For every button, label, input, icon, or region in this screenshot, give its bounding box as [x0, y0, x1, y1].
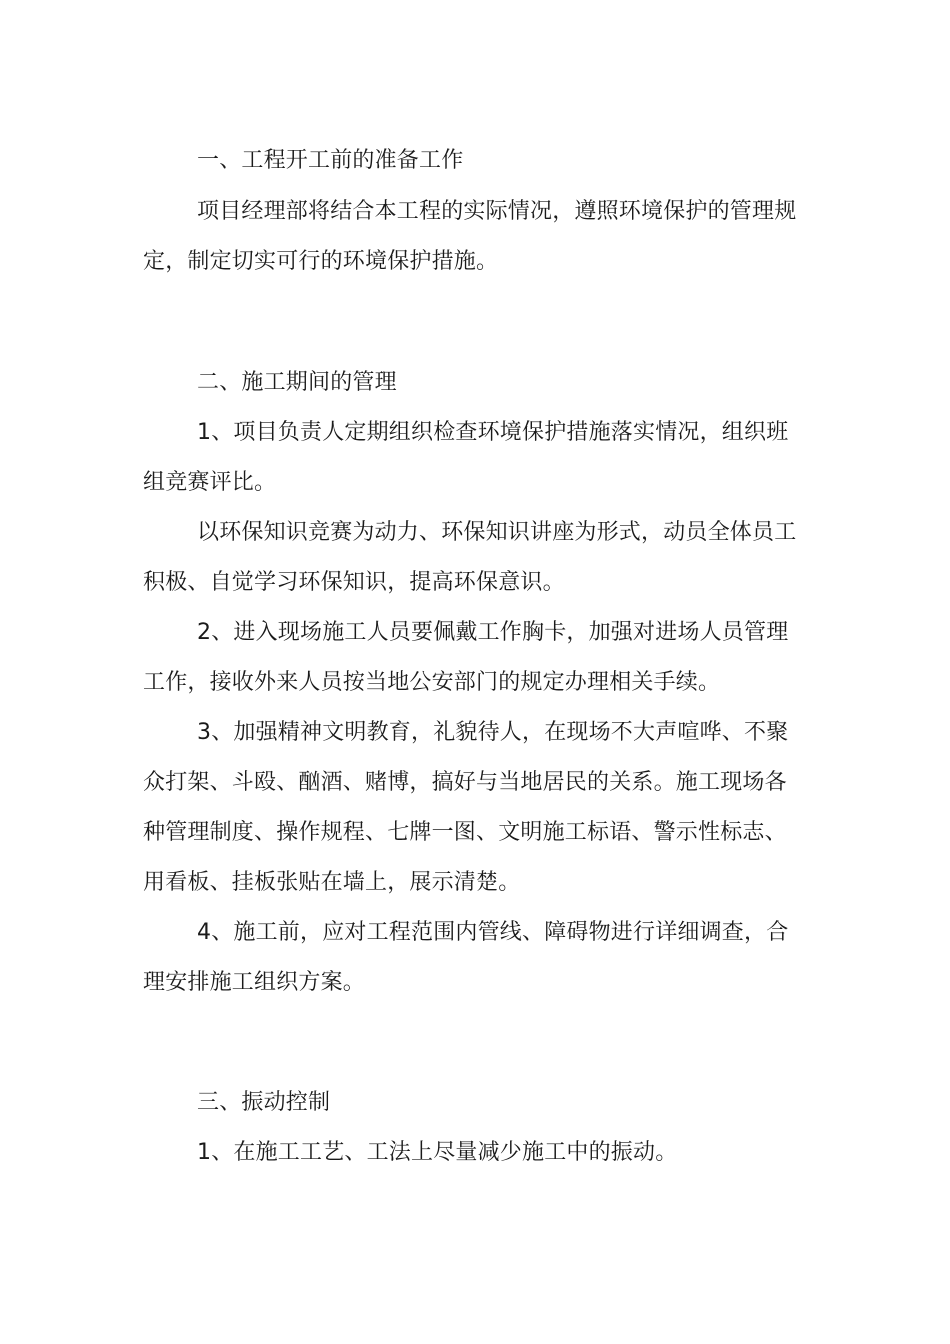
- section-2-paragraph-1: 1、项目负责人定期组织检查环境保护措施落实情况，组织班组竞赛评比。: [143, 420, 789, 495]
- section-2-paragraph-4: 3、加强精神文明教育，礼貌待人，在现场不大声喧哗、不聚众打架、斗殴、酗酒、赌博，搞好与当地居民的关系。施工现场各种管理制度、操作规程、七牌一图、文明施工标语、警示性标志、用看板、挂板张贴在墙上，展示清楚。: [143, 720, 789, 895]
- section-2-paragraph-5: 4、施工前，应对工程范围内管线、障碍物进行详细调查，合理安排施工组织方案。: [143, 920, 789, 995]
- section-2-paragraph-2: 以环保知识竞赛为动力、环保知识讲座为形式，动员全体员工积极、自觉学习环保知识，提高环保意识。: [143, 520, 797, 595]
- section-3-paragraph-1: 1、在施工工艺、工法上尽量减少施工中的振动。: [197, 1140, 678, 1165]
- section-heading-1: 一、工程开工前的准备工作: [197, 148, 464, 173]
- section-heading-3: 三、振动控制: [197, 1090, 331, 1115]
- section-heading-2: 二、施工期间的管理: [197, 370, 397, 395]
- section-2-paragraph-3: 2、进入现场施工人员要佩戴工作胸卡，加强对进场人员管理工作，接收外来人员按当地公安部门的规定办理相关手续。: [143, 620, 789, 695]
- section-1-paragraph-1: 项目经理部将结合本工程的实际情况，遵照环境保护的管理规定，制定切实可行的环境保护措施。: [143, 199, 797, 274]
